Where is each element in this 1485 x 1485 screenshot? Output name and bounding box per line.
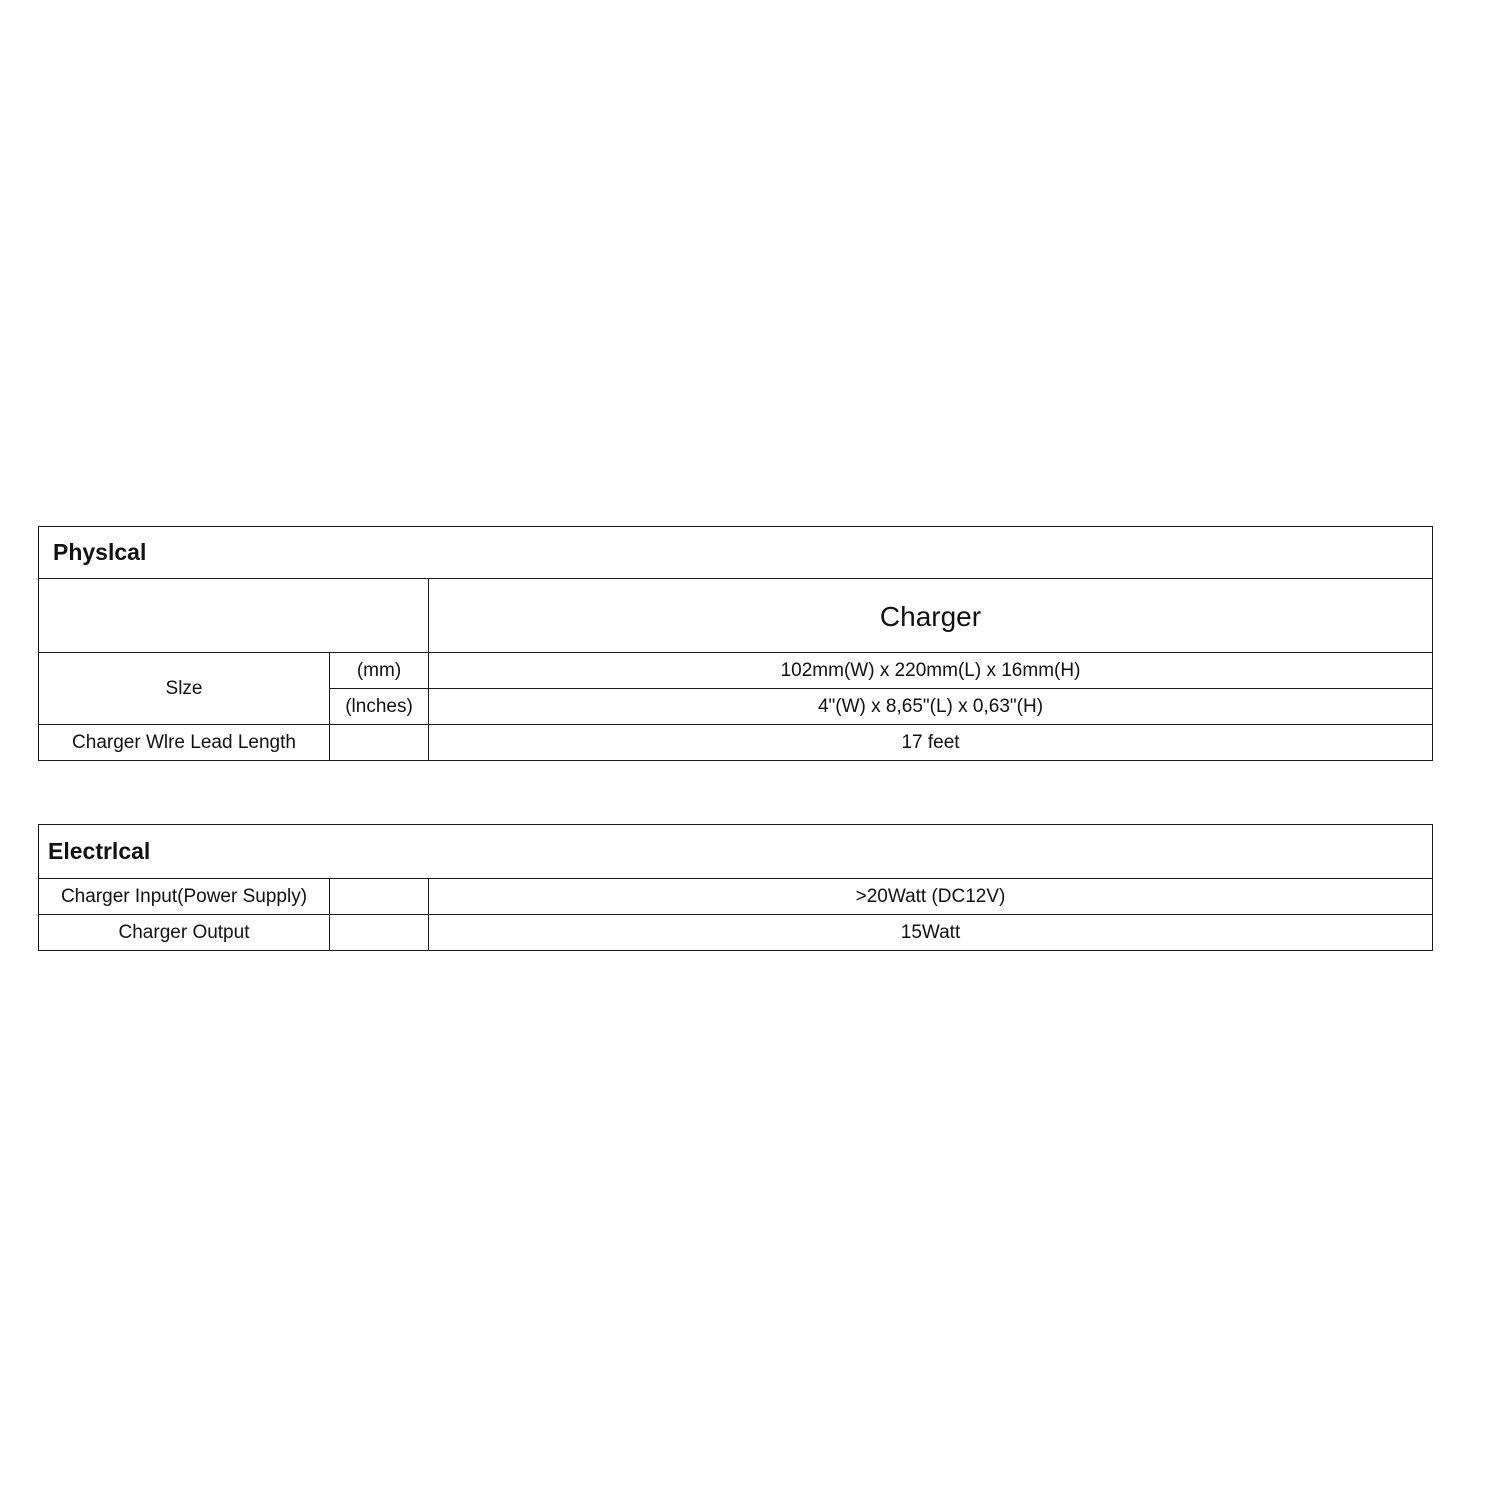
charger-output-unit-cell <box>330 915 429 951</box>
lead-length-value: 17 feet <box>429 725 1433 761</box>
charger-input-value: >20Watt (DC12V) <box>429 879 1433 915</box>
table-row <box>39 725 1433 761</box>
size-label: Slze <box>39 653 330 725</box>
lead-length-label: Charger Wlre Lead Length <box>39 725 330 761</box>
physical-title-row <box>39 527 1433 579</box>
empty-header-cell <box>39 579 429 653</box>
size-mm-unit: (mm) <box>330 653 429 689</box>
size-inch-unit: (lnches) <box>330 689 429 725</box>
charger-column-header: Charger <box>429 579 1433 653</box>
size-inch-value: 4"(W) x 8,65"(L) x 0,63"(H) <box>429 689 1433 725</box>
charger-input-label: Charger Input(Power Supply) <box>39 879 330 915</box>
table-row <box>39 653 1433 689</box>
electrical-spec-table <box>38 824 1433 951</box>
charger-output-label: Charger Output <box>39 915 330 951</box>
electrical-title-row <box>39 825 1433 879</box>
size-mm-value: 102mm(W) x 220mm(L) x 16mm(H) <box>429 653 1433 689</box>
physical-section-title: Physlcal <box>39 527 1433 579</box>
electrical-section-title: Electrlcal <box>39 825 1433 879</box>
lead-length-unit-cell <box>330 725 429 761</box>
physical-spec-table <box>38 526 1433 761</box>
charger-output-value: 15Watt <box>429 915 1433 951</box>
table-row <box>39 879 1433 915</box>
table-row <box>39 915 1433 951</box>
physical-header-row <box>39 579 1433 653</box>
charger-input-unit-cell <box>330 879 429 915</box>
